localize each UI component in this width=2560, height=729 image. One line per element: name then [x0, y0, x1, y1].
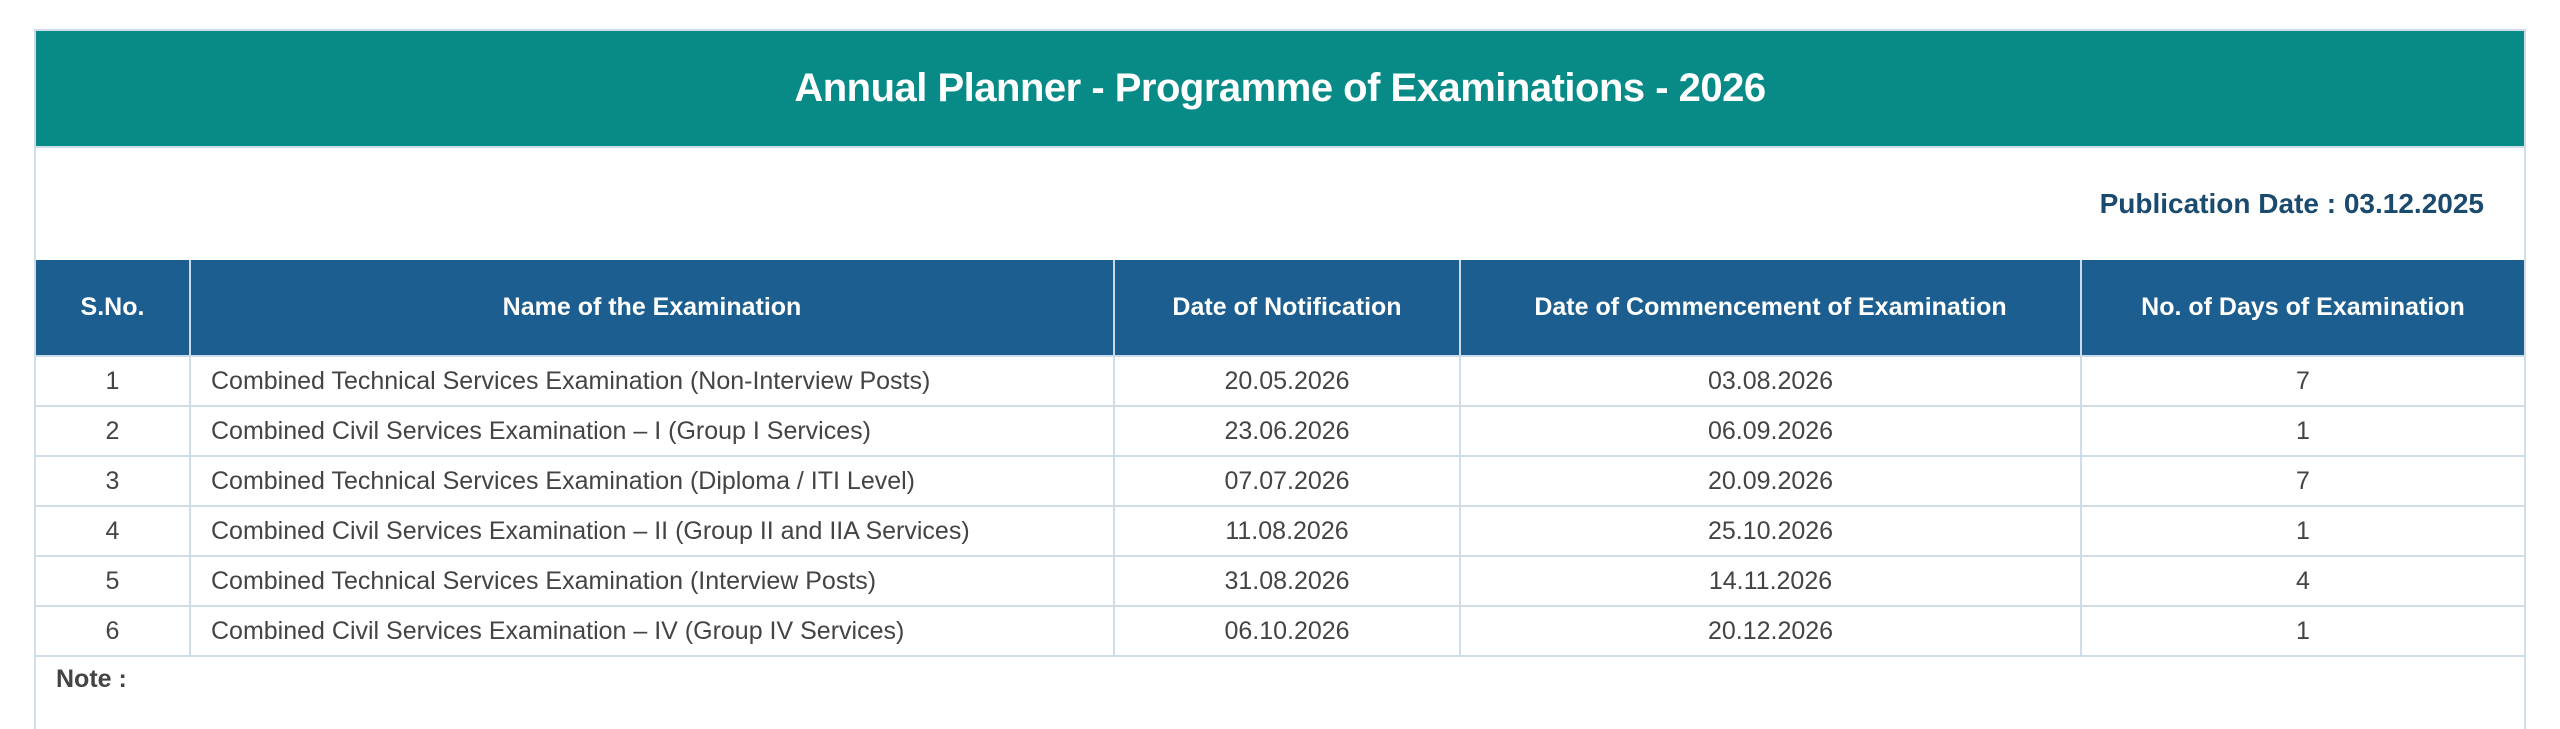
header-commencement-date: Date of Commencement of Examination [1460, 260, 2081, 356]
cell-sno: 4 [36, 506, 190, 556]
cell-notification-date: 31.08.2026 [1114, 556, 1460, 606]
cell-notification-date: 20.05.2026 [1114, 356, 1460, 406]
exam-table [36, 260, 2524, 657]
table-row [36, 506, 2524, 556]
cell-exam-name: Combined Civil Services Examination – IV (Group IV Services) [190, 606, 1114, 656]
cell-notification-date: 11.08.2026 [1114, 506, 1460, 556]
publication-date: Publication Date : 03.12.2025 [36, 146, 2524, 260]
table-row [36, 456, 2524, 506]
exam-planner-panel [34, 29, 2526, 729]
cell-notification-date: 23.06.2026 [1114, 406, 1460, 456]
note-label: Note : [56, 665, 127, 693]
table-row [36, 606, 2524, 656]
cell-days: 7 [2081, 456, 2524, 506]
table-header-row [36, 260, 2524, 356]
cell-commencement-date: 03.08.2026 [1460, 356, 2081, 406]
page-title: Annual Planner - Programme of Examinations - 2026 [36, 31, 2524, 146]
cell-sno: 3 [36, 456, 190, 506]
cell-sno: 6 [36, 606, 190, 656]
cell-exam-name: Combined Technical Services Examination (Non-Interview Posts) [190, 356, 1114, 406]
header-days: No. of Days of Examination [2081, 260, 2524, 356]
cell-exam-name: Combined Technical Services Examination (Diploma / ITI Level) [190, 456, 1114, 506]
cell-exam-name: Combined Civil Services Examination – II (Group II and IIA Services) [190, 506, 1114, 556]
cell-commencement-date: 20.12.2026 [1460, 606, 2081, 656]
cell-exam-name: Combined Technical Services Examination (Interview Posts) [190, 556, 1114, 606]
header-exam-name: Name of the Examination [190, 260, 1114, 356]
cell-notification-date: 07.07.2026 [1114, 456, 1460, 506]
cell-commencement-date: 25.10.2026 [1460, 506, 2081, 556]
cell-days: 1 [2081, 606, 2524, 656]
cell-notification-date: 06.10.2026 [1114, 606, 1460, 656]
table-row [36, 406, 2524, 456]
table-row [36, 556, 2524, 606]
cell-commencement-date: 06.09.2026 [1460, 406, 2081, 456]
table-row [36, 356, 2524, 406]
cell-sno: 1 [36, 356, 190, 406]
cell-commencement-date: 14.11.2026 [1460, 556, 2081, 606]
cell-days: 1 [2081, 406, 2524, 456]
cell-days: 4 [2081, 556, 2524, 606]
cell-days: 7 [2081, 356, 2524, 406]
cell-days: 1 [2081, 506, 2524, 556]
header-notification-date: Date of Notification [1114, 260, 1460, 356]
header-sno: S.No. [36, 260, 190, 356]
cell-sno: 2 [36, 406, 190, 456]
cell-sno: 5 [36, 556, 190, 606]
cell-commencement-date: 20.09.2026 [1460, 456, 2081, 506]
cell-exam-name: Combined Civil Services Examination – I (Group I Services) [190, 406, 1114, 456]
